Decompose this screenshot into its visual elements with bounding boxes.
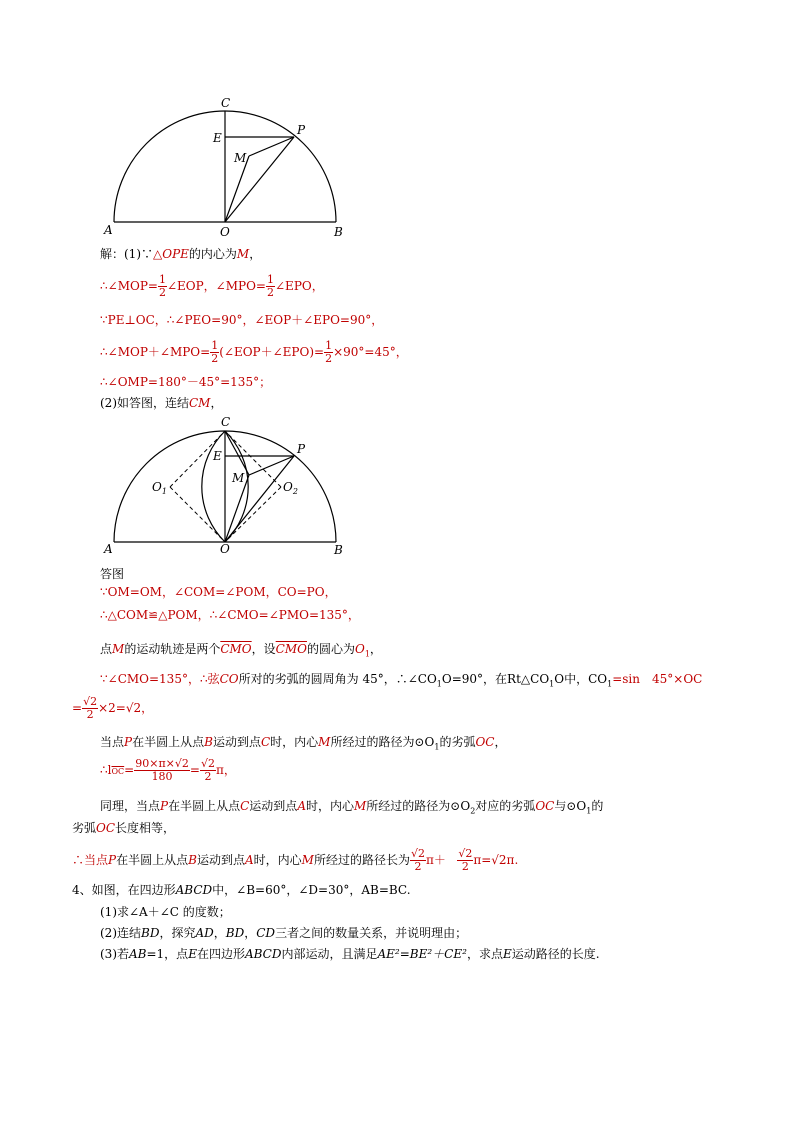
sol-line-4: ∴∠MOP＋∠MPO= $\frac{1}{2}$ (∠EOP＋∠EPO)= $\frac{1}{2}$ ×90°=45°， xyxy=(100,339,408,365)
sol-line-1: 解：(1)∵△OPE的内心为M， xyxy=(100,247,262,261)
arc-cmo-left xyxy=(202,431,225,542)
fraction-sqrt2-over-2: $\frac{√2}{2}$ xyxy=(200,757,215,783)
sol-line-13: $\therefore l\overline{OC}=$ $\frac{90\times\pi\times√2}{180}$ = $\frac{√2}{2}$ π， xyxy=(100,757,236,783)
label-o: O xyxy=(220,542,230,556)
fraction-sqrt2-over-2: $\frac{√2}{2}$ xyxy=(458,847,473,873)
sol-line-8: ∴△COM≌△POM，∴∠CMO=∠PMO=135°， xyxy=(100,608,360,622)
fraction-half: $\frac{1}{2}$ xyxy=(158,273,166,299)
sol-line-10: ∵∠CMO=135°，∴弦CO所对的劣弧的圆周角为 45°，$\therefore\angle CO_1O=90^\circ$，在$Rt\triangle CO_1O$中，$CO_1=\sin$ 45°×OC xyxy=(100,672,703,689)
sol-line-2: ∴∠MOP= $\frac{1}{2}$ ∠EOP，∠MPO= $\frac{1}{2}$ ∠EPO， xyxy=(100,273,324,299)
q4-line-3: (2)连结BD，探究AD，BD，CD三者之间的数量关系，并说明理由； xyxy=(100,926,468,940)
dashed-o1-o xyxy=(170,487,225,542)
label-e: E xyxy=(213,131,222,145)
sol-line-5: ∴∠OMP=180°－45°=135°； xyxy=(100,375,272,389)
q4-line-2: (1)求∠A＋∠C 的度数； xyxy=(100,905,231,919)
sol-line-14: 同理，当点P在半圆上从点C运动到点A时，内心M所经过的路径为$⊙O_2$对应的劣弧OC与$⊙O_1$的 xyxy=(100,799,604,816)
sol-line-9: 点M的运动轨迹是两个$\overline{CMO}$，设$\overline{CMO}$的圆心为$O_1$， xyxy=(100,642,382,659)
label-b: B xyxy=(334,543,343,557)
figure-1 xyxy=(0,0,794,250)
sol-line-15: 劣弧OC长度相等， xyxy=(72,821,176,835)
sol-line-7: ∵OM=OM，∠COM=∠POM，CO=PO， xyxy=(100,585,337,599)
label-m: M xyxy=(232,471,245,485)
label-p: P xyxy=(297,442,306,456)
fraction-half: $\frac{1}{2}$ xyxy=(325,339,333,365)
segment-mp xyxy=(249,137,294,156)
figure-2 xyxy=(0,400,794,580)
segment-om xyxy=(225,156,249,222)
segment-mp xyxy=(249,456,294,475)
label-c: C xyxy=(221,415,231,429)
label-o1: $O_1$ xyxy=(152,480,167,496)
label-e: E xyxy=(213,449,222,463)
label-c: C xyxy=(221,96,231,110)
sol-line-11: = $\frac{√2}{2}$ ×2=√2， xyxy=(72,695,154,721)
segment-cm xyxy=(225,431,249,475)
label-o: O xyxy=(220,225,230,239)
fraction-sqrt2-over-2: $\frac{√2}{2}$ xyxy=(83,695,98,721)
label-o2: $O_2$ xyxy=(283,480,298,496)
label-a: A xyxy=(104,542,113,556)
fraction-half: $\frac{1}{2}$ xyxy=(211,339,219,365)
sol-line-6: (2)如答图，连结CM， xyxy=(100,396,223,410)
sol-line-16: ∴当点P在半圆上从点B运动到点A时，内心M所经过的路径长为 $\frac{√2}{2}$ π＋ $\frac{√2}{2}$ π=√2π. xyxy=(72,847,519,873)
label-a: A xyxy=(104,223,113,237)
fraction-sqrt2-over-2: $\frac{√2}{2}$ xyxy=(410,847,425,873)
q4-line-4: (3)若AB=1，点E在四边形ABCD内部运动，且满足AE²=BE²＋CE²，求点E运动路径的长度. xyxy=(100,947,600,961)
figure-caption: 答图 xyxy=(100,567,125,581)
sol-line-3: ∵PE⊥OC，∴∠PEO=90°，∠EOP＋∠EPO=90°， xyxy=(100,313,384,327)
q4-line-1: 4、如图，在四边形ABCD中，∠B=60°，∠D=30°，AB=BC. xyxy=(72,883,411,897)
label-p: P xyxy=(297,123,306,137)
fraction-arc-length: $\frac{90\times\pi\times√2}{180}$ xyxy=(135,757,189,783)
dashed-o2-o xyxy=(225,487,281,542)
segment-op xyxy=(225,137,294,222)
fraction-half: $\frac{1}{2}$ xyxy=(267,273,274,299)
label-m: M xyxy=(234,151,247,165)
sol-line-12: 当点P在半圆上从点B运动到点C时，内心M所经过的路径为$⊙O_1$的劣弧OC， xyxy=(100,735,507,752)
label-b: B xyxy=(334,225,343,239)
